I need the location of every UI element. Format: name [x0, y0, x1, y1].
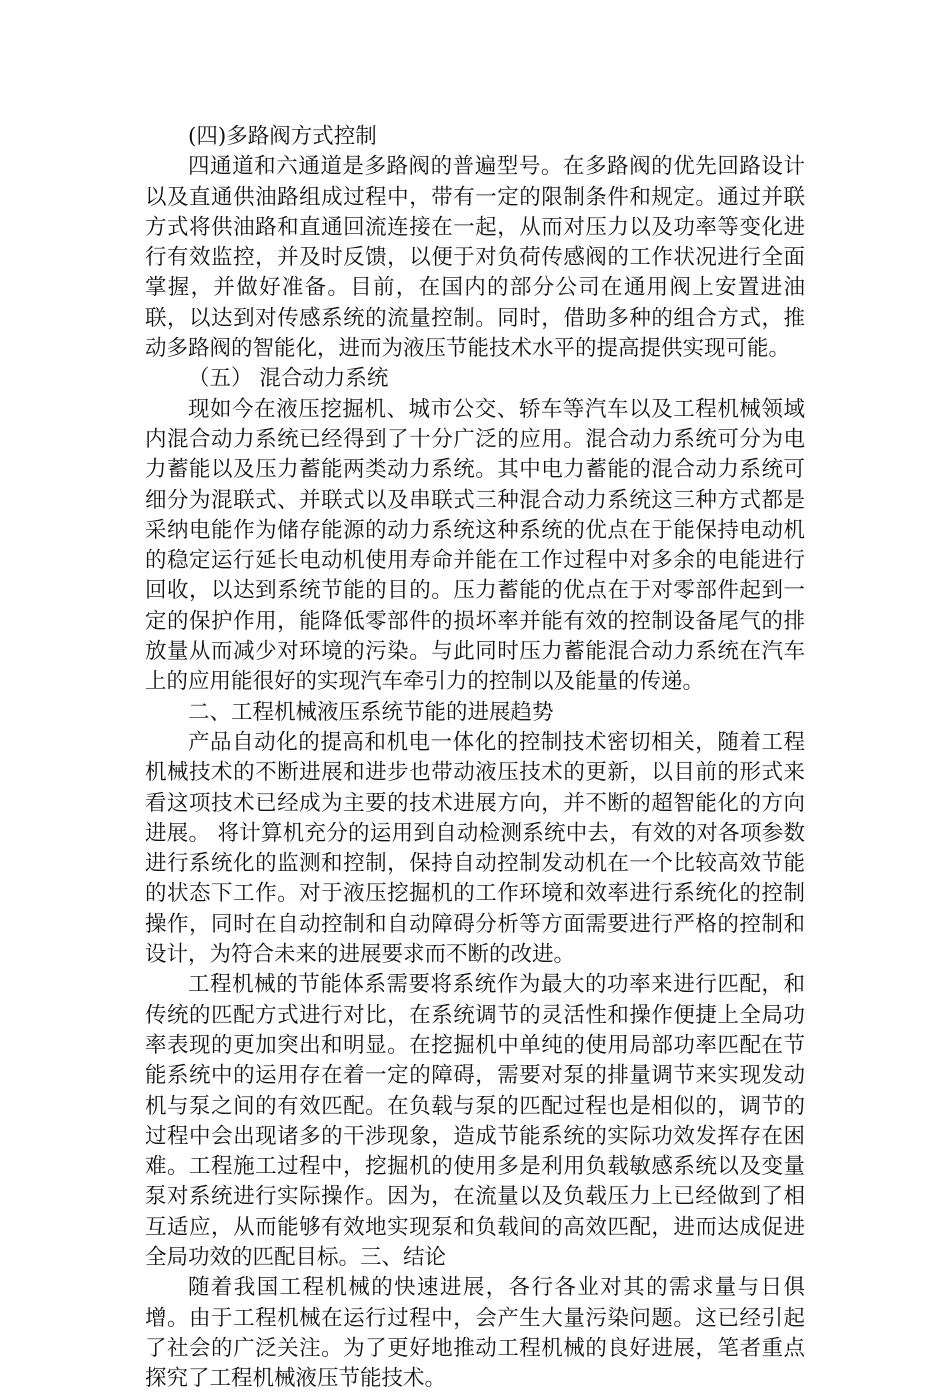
section-heading-hybrid-power: （五） 混合动力系统: [188, 366, 389, 392]
section-heading-multiway-valve: (四)多路阀方式控制: [188, 124, 377, 149]
section-heading-trends: 二、工程机械液压系统节能的进展趋势: [188, 699, 554, 725]
paragraph-conclusion: 随着我国工程机械的快速进展，各行各业对其的需求量与日俱增。由于工程机械在运行过程中，会产生大量污染问题。这已经引起了社会的广泛关注。为了更好地推动工程机械的良好进展，笔者重点探究了工程机械液压节能技术。: [145, 1275, 805, 1392]
paragraph-multiway-valve: 四通道和六通道是多路阀的普遍型号。在多路阀的优先回路设计以及直通供油路组成过程中，带有一定的限制条件和规定。通过并联方式将供油路和直通回流连接在一起，从而对压力以及功率等变化进行有效监控，并及时反馈，以便于对负荷传感阀的工作状况进行全面掌握，并做好准备。目前，在国内的部分公司在通用阀上安置进油联，以达到对传感系统的流量控制。同时，借助多种的组合方式，推动多路阀的智能化，进而为液压节能技术水平的提高提供实现可能。: [145, 154, 805, 362]
document-body: [145, 122, 805, 1394]
paragraph-hybrid-power: 现如今在液压挖掘机、城市公交、轿车等汽车以及工程机械领域内混合动力系统已经得到了十分广泛的应用。混合动力系统可分为电力蓄能以及压力蓄能两类动力系统。其中电力蓄能的混合动力系统可细分为混联式、并联式以及串联式三种混合动力系统这三种方式都是采纳电能作为储存能源的动力系统这种系统的优点在于能保持电动机的稳定运行延长电动机使用寿命并能在工作过程中对多余的电能进行回收，以达到系统节能的目的。压力蓄能的优点在于对零部件起到一定的保护作用，能降低零部件的损坏率并能有效的控制设备尾气的排放量从而减少对环境的污染。与此同时压力蓄能混合动力系统在汽车上的应用能很好的实现汽车牵引力的控制以及能量的传递。: [145, 396, 805, 695]
paragraph-automation: 产品自动化的提高和机电一体化的控制技术密切相关，随着工程机械技术的不断进展和进步也带动液压技术的更新，以目前的形式来看这项技术已经成为主要的技术进展方向，并不断的超智能化的方向进展。 将计算机充分的运用到自动检测系统中去，有效的对各项参数进行系统化的监测和控制，保持自动控制发动机在一个比较高效节能的状态下工作。对于液压挖掘机的工作环境和效率进行系统化的控制操作，同时在自动控制和自动障碍分析等方面需要进行严格的控制和设计，为符合未来的进展要求而不断的改进。: [145, 729, 805, 968]
paragraph-energy-matching: 工程机械的节能体系需要将系统作为最大的功率来进行匹配，和传统的匹配方式进行对比，在系统调节的灵活性和操作便捷上全局功率表现的更加突出和明显。在挖掘机中单纯的使用局部功率匹配在节能系统中的运用存在着一定的障碍，需要对泵的排量调节来实现发动机与泵之间的有效匹配。在负载与泵的匹配过程也是相似的，调节的过程中会出现诸多的干涉现象，造成节能系统的实际功效发挥存在困难。工程施工过程中，挖掘机的使用多是利用负载敏感系统以及变量泵对系统进行实际操作。因为，在流量以及负载压力上已经做到了相互适应，从而能够有效地实现泵和负载间的高效匹配，进而达成促进全局功效的匹配目标。三、结论: [145, 972, 805, 1270]
